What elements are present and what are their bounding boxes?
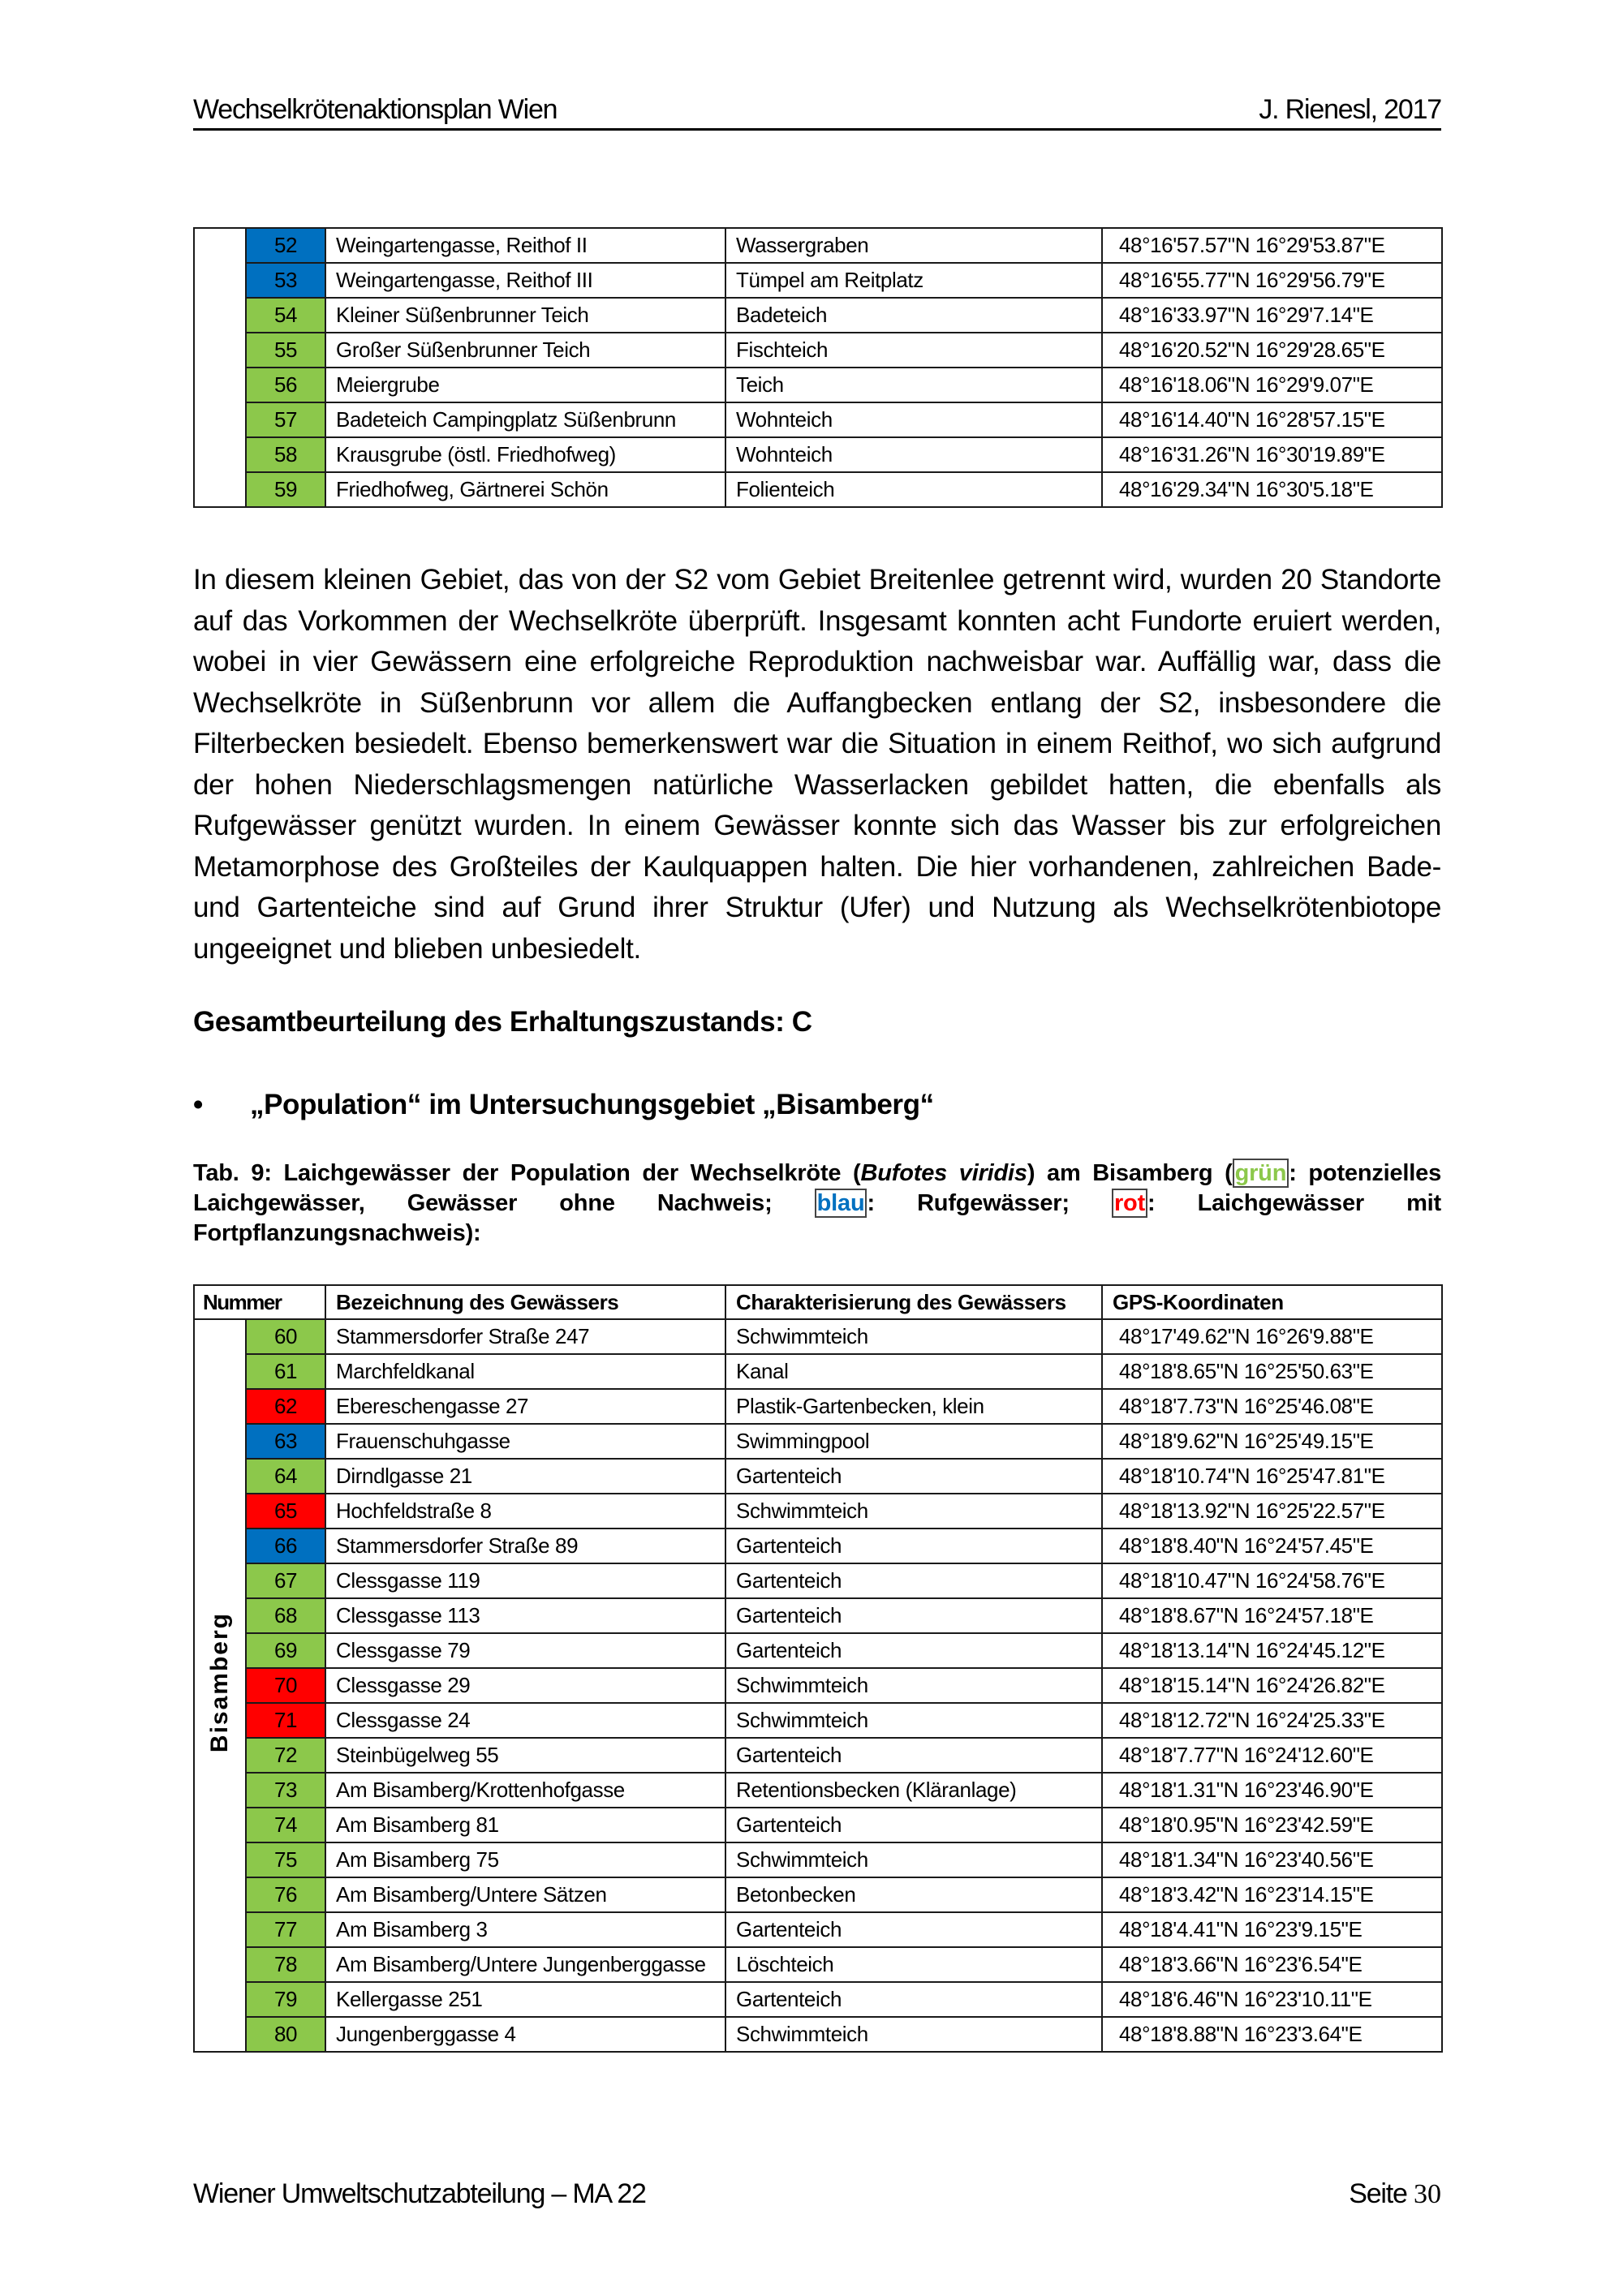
cell-number: 63 [246, 1424, 325, 1459]
bullet-icon: • [193, 1089, 203, 1120]
cell-number: 70 [246, 1668, 325, 1703]
cell-gps: 48°18'8.67"N 16°24'57.18"E [1102, 1598, 1442, 1633]
cell-name: Friedhofweg, Gärtnerei Schön [325, 472, 725, 507]
cell-name: Am Bisamberg/Untere Sätzen [325, 1877, 725, 1912]
table-row [194, 1633, 1442, 1668]
cell-name: Kellergasse 251 [325, 1982, 725, 2017]
cell-gps: 48°18'6.46"N 16°23'10.11"E [1102, 1982, 1442, 2017]
cell-gps: 48°18'13.14"N 16°24'45.12"E [1102, 1633, 1442, 1668]
cell-gps: 48°18'3.42"N 16°23'14.15"E [1102, 1877, 1442, 1912]
assessment-heading: Gesamtbeurteilung des Erhaltungszustands: C [193, 1006, 812, 1038]
cell-gps: 48°18'10.74"N 16°25'47.81"E [1102, 1459, 1442, 1494]
cell-gps: 48°18'7.77"N 16°24'12.60"E [1102, 1738, 1442, 1773]
cell-name: Am Bisamberg/Krottenhofgasse [325, 1773, 725, 1808]
cell-number: 56 [246, 368, 325, 402]
document-title: Wechselkrötenaktionsplan Wien [193, 94, 558, 125]
body-paragraph: In diesem kleinen Gebiet, das von der S2 vom Gebiet Breitenlee getrennt wird, wurden 20 Standorte auf das Vorkommen der Wechselkröte überprüft. Insgesamt konnten acht Fundorte eruiert werden, wobei in vier Gewässern eine erfolgreiche Reproduktion nachweisbar war. Auffällig war, dass die Wechselkröte in Süßenbrunn vor allem die Auffangbecken entlang der S2, insbesondere die Filterbecken besiedelt. Ebenso bemerkenswert war die Situation in einem Reithof, wo sich aufgrund der hohen Niederschlagsmengen natürliche Wasserlacken gebildet hatten, die ebenfalls als Rufgewässer genützt wurden. In einem Gewässer konnte sich das Wasser bis zur erfolgreichen Metamorphose des Großteiles der Kaulquappen halten. Die hier vorhandenen, zahlreichen Bade- und Gartenteiche sind auf Grund ihrer Struktur (Ufer) und Nutzung als Wechselkrötenbiotope ungeeignet und blieben unbesiedelt. [193, 564, 1441, 965]
table-row [194, 1389, 1442, 1424]
cell-gps: 48°18'3.66"N 16°23'6.54"E [1102, 1947, 1442, 1982]
cell-characterization: Fischteich [725, 333, 1102, 368]
cell-number: 57 [246, 402, 325, 437]
legend-green: grün [1233, 1159, 1289, 1188]
cell-number: 60 [246, 1319, 325, 1354]
cell-name: Krausgrube (östl. Friedhofweg) [325, 437, 725, 472]
table-row [194, 472, 1442, 507]
header-bezeichnung: Bezeichnung des Gewässers [325, 1285, 725, 1319]
cell-gps: 48°16'14.40"N 16°28'57.15"E [1102, 402, 1442, 437]
cell-gps: 48°16'57.57"N 16°29'53.87"E [1102, 228, 1442, 263]
cell-name: Frauenschuhgasse [325, 1424, 725, 1459]
cell-characterization: Wohnteich [725, 402, 1102, 437]
cell-number: 74 [246, 1808, 325, 1842]
cell-name: Am Bisamberg 3 [325, 1912, 725, 1947]
cell-name: Steinbügelweg 55 [325, 1738, 725, 1773]
cell-number: 71 [246, 1703, 325, 1738]
cell-name: Jungenberggasse 4 [325, 2017, 725, 2052]
cell-number: 52 [246, 228, 325, 263]
table-row [194, 1668, 1442, 1703]
cell-gps: 48°18'4.41"N 16°23'9.15"E [1102, 1912, 1442, 1947]
cell-characterization: Gartenteich [725, 1808, 1102, 1842]
table-row [194, 1494, 1442, 1529]
cell-name: Weingartengasse, Reithof II [325, 228, 725, 263]
cell-characterization: Löschteich [725, 1947, 1102, 1982]
species-name: Bufotes viridis [860, 1160, 1027, 1186]
table-row [194, 1459, 1442, 1494]
cell-characterization: Tümpel am Reitplatz [725, 263, 1102, 298]
cell-characterization: Betonbecken [725, 1877, 1102, 1912]
cell-number: 62 [246, 1389, 325, 1424]
cell-characterization: Schwimmteich [725, 2017, 1102, 2052]
table-row [194, 1529, 1442, 1563]
table-row [194, 228, 1442, 263]
cell-characterization: Gartenteich [725, 1912, 1102, 1947]
group-cell [194, 1319, 246, 2052]
cell-name: Badeteich Campingplatz Süßenbrunn [325, 402, 725, 437]
table-row [194, 1947, 1442, 1982]
cell-number: 53 [246, 263, 325, 298]
header-nummer: Nummer [194, 1285, 325, 1319]
cell-gps: 48°16'33.97"N 16°29'7.14"E [1102, 298, 1442, 333]
cell-number: 77 [246, 1912, 325, 1947]
cell-number: 75 [246, 1842, 325, 1877]
cell-gps: 48°18'7.73"N 16°25'46.08"E [1102, 1389, 1442, 1424]
cell-name: Marchfeldkanal [325, 1354, 725, 1389]
cell-name: Großer Süßenbrunner Teich [325, 333, 725, 368]
table-suessenbrunn-continued [193, 227, 1443, 508]
cell-gps: 48°16'20.52"N 16°29'28.65"E [1102, 333, 1442, 368]
cell-gps: 48°17'49.62"N 16°26'9.88"E [1102, 1319, 1442, 1354]
cell-name: Am Bisamberg 75 [325, 1842, 725, 1877]
table-row [194, 437, 1442, 472]
cell-characterization: Schwimmteich [725, 1842, 1102, 1877]
cell-characterization: Plastik-Gartenbecken, klein [725, 1389, 1102, 1424]
cell-characterization: Schwimmteich [725, 1494, 1102, 1529]
cell-characterization: Gartenteich [725, 1982, 1102, 2017]
footer-organization: Wiener Umweltschutzabteilung – MA 22 [193, 2178, 646, 2209]
cell-gps: 48°16'31.26"N 16°30'19.89"E [1102, 437, 1442, 472]
cell-characterization: Schwimmteich [725, 1668, 1102, 1703]
cell-number: 59 [246, 472, 325, 507]
cell-characterization: Wassergraben [725, 228, 1102, 263]
cell-number: 66 [246, 1529, 325, 1563]
cell-number: 72 [246, 1738, 325, 1773]
cell-number: 58 [246, 437, 325, 472]
table-row [194, 1319, 1442, 1354]
cell-name: Weingartengasse, Reithof III [325, 263, 725, 298]
page-number: Seite 30 [1349, 2178, 1441, 2209]
cell-gps: 48°18'10.47"N 16°24'58.76"E [1102, 1563, 1442, 1598]
cell-characterization: Wohnteich [725, 437, 1102, 472]
table-row [194, 402, 1442, 437]
header-gps: GPS-Koordinaten [1102, 1285, 1442, 1319]
cell-characterization: Gartenteich [725, 1563, 1102, 1598]
cell-characterization: Retentionsbecken (Kläranlage) [725, 1773, 1102, 1808]
table-row [194, 2017, 1442, 2052]
cell-gps: 48°18'8.40"N 16°24'57.45"E [1102, 1529, 1442, 1563]
cell-characterization: Badeteich [725, 298, 1102, 333]
cell-name: Clessgasse 79 [325, 1633, 725, 1668]
table-row [194, 1563, 1442, 1598]
cell-gps: 48°18'1.31"N 16°23'46.90"E [1102, 1773, 1442, 1808]
cell-name: Clessgasse 24 [325, 1703, 725, 1738]
table-row [194, 1598, 1442, 1633]
cell-characterization: Kanal [725, 1354, 1102, 1389]
cell-gps: 48°18'15.14"N 16°24'26.82"E [1102, 1668, 1442, 1703]
table-row [194, 333, 1442, 368]
cell-characterization: Gartenteich [725, 1738, 1102, 1773]
table-row [194, 368, 1442, 402]
header-charakterisierung: Charakterisierung des Gewässers [725, 1285, 1102, 1319]
cell-characterization: Gartenteich [725, 1459, 1102, 1494]
cell-characterization: Swimmingpool [725, 1424, 1102, 1459]
legend-blue: blau [815, 1189, 867, 1218]
cell-name: Meiergrube [325, 368, 725, 402]
cell-characterization: Gartenteich [725, 1598, 1102, 1633]
cell-name: Hochfeldstraße 8 [325, 1494, 725, 1529]
cell-number: 73 [246, 1773, 325, 1808]
cell-characterization: Teich [725, 368, 1102, 402]
table-row [194, 1738, 1442, 1773]
table-row [194, 1808, 1442, 1842]
cell-number: 78 [246, 1947, 325, 1982]
table-row [194, 263, 1442, 298]
cell-name: Am Bisamberg 81 [325, 1808, 725, 1842]
cell-number: 54 [246, 298, 325, 333]
cell-characterization: Folienteich [725, 472, 1102, 507]
cell-characterization: Schwimmteich [725, 1319, 1102, 1354]
cell-name: Am Bisamberg/Untere Jungenberggasse [325, 1947, 725, 1982]
cell-name: Clessgasse 113 [325, 1598, 725, 1633]
cell-characterization: Schwimmteich [725, 1703, 1102, 1738]
cell-name: Clessgasse 119 [325, 1563, 725, 1598]
cell-name: Stammersdorfer Straße 247 [325, 1319, 725, 1354]
cell-number: 80 [246, 2017, 325, 2052]
cell-gps: 48°18'12.72"N 16°24'25.33"E [1102, 1703, 1442, 1738]
cell-name: Dirndlgasse 21 [325, 1459, 725, 1494]
cell-number: 64 [246, 1459, 325, 1494]
cell-gps: 48°16'55.77"N 16°29'56.79"E [1102, 263, 1442, 298]
group-cell [194, 228, 246, 507]
table-row [194, 1912, 1442, 1947]
cell-characterization: Gartenteich [725, 1529, 1102, 1563]
table-bisamberg [193, 1284, 1443, 2053]
legend-red: rot [1112, 1189, 1147, 1218]
cell-number: 55 [246, 333, 325, 368]
cell-gps: 48°16'29.34"N 16°30'5.18"E [1102, 472, 1442, 507]
table-row [194, 1773, 1442, 1808]
cell-characterization: Gartenteich [725, 1633, 1102, 1668]
bullet-text: „Population“ im Untersuchungsgebiet „Bisamberg“ [250, 1089, 934, 1120]
cell-number: 68 [246, 1598, 325, 1633]
table-caption: Tab. 9: Laichgewässer der Population der Wechselkröte (Bufotes viridis) am Bisamberg ( grün : potenzielles Laichgewässer, Gewässer ohne Nachweis; blau : Rufgewässer; rot : Laichgewässer mit Fortpflanzungsnachweis): [193, 1160, 1441, 1246]
table-row [194, 1877, 1442, 1912]
table-row [194, 1354, 1442, 1389]
table-row [194, 1424, 1442, 1459]
cell-gps: 48°18'0.95"N 16°23'42.59"E [1102, 1808, 1442, 1842]
cell-number: 61 [246, 1354, 325, 1389]
table-row [194, 298, 1442, 333]
cell-gps: 48°18'1.34"N 16°23'40.56"E [1102, 1842, 1442, 1877]
table-header-row [194, 1285, 1442, 1319]
cell-name: Kleiner Süßenbrunner Teich [325, 298, 725, 333]
cell-name: Ebereschengasse 27 [325, 1389, 725, 1424]
cell-gps: 48°18'9.62"N 16°25'49.15"E [1102, 1424, 1442, 1459]
cell-gps: 48°18'13.92"N 16°25'22.57"E [1102, 1494, 1442, 1529]
table-row [194, 1703, 1442, 1738]
cell-gps: 48°18'8.88"N 16°23'3.64"E [1102, 2017, 1442, 2052]
cell-name: Stammersdorfer Straße 89 [325, 1529, 725, 1563]
cell-gps: 48°18'8.65"N 16°25'50.63"E [1102, 1354, 1442, 1389]
cell-number: 79 [246, 1982, 325, 2017]
section-bullet-heading [193, 1089, 934, 1121]
cell-number: 67 [246, 1563, 325, 1598]
page-header [193, 91, 1441, 131]
cell-number: 69 [246, 1633, 325, 1668]
table-row [194, 1982, 1442, 2017]
group-label: Bisamberg [206, 1612, 233, 1753]
document-author: J. Rienesl, 2017 [1259, 94, 1441, 125]
cell-gps: 48°16'18.06"N 16°29'9.07"E [1102, 368, 1442, 402]
cell-name: Clessgasse 29 [325, 1668, 725, 1703]
cell-number: 76 [246, 1877, 325, 1912]
cell-number: 65 [246, 1494, 325, 1529]
table-row [194, 1842, 1442, 1877]
